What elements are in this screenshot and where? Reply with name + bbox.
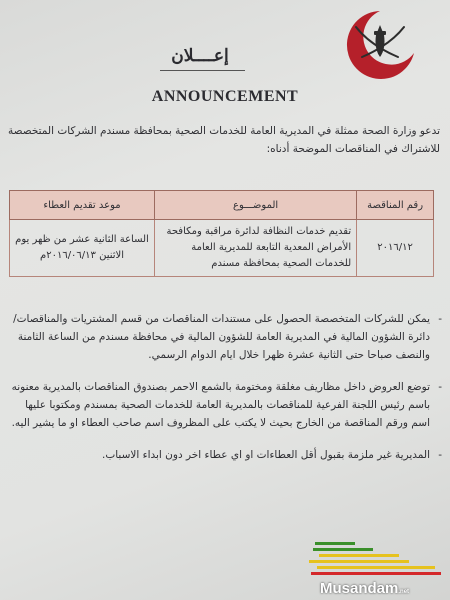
tender-number-cell: ٢٠١٦/١٢ — [357, 220, 434, 277]
announcement-title-english: ANNOUNCEMENT — [151, 88, 299, 105]
header-subject: الموضـــوع — [155, 191, 357, 220]
list-item: - المديرية غير ملزمة بقبول أقل العطاءات او اي عطاء اخر دون ابداء الاسباب. — [8, 446, 444, 464]
tender-deadline-cell: الساعة الثانية عشر من ظهر يوم الاثنين ٢٠١٦/٠٦/١٣م — [10, 220, 155, 277]
watermark-text: Musandam.net — [320, 580, 410, 597]
conditions-list — [8, 310, 444, 478]
intro-paragraph: تدعو وزارة الصحة ممثلة في المديرية العامة للخدمات الصحية بمحافظة مسندم الشركات المتخصصة للاشتراك في المناقصات الموضحة أدناه: — [8, 125, 440, 155]
announcement-title-arabic: إعــــلان — [171, 46, 229, 66]
oman-khanjar-emblem-icon — [340, 5, 420, 85]
tender-subject-cell: تقديم خدمات النظافة لدائرة مراقبة ومكافحة الأمراض المعدية التابعة للمديرية العامة للخدمات الصحية بمحافظة مسندم — [155, 220, 357, 277]
table-row — [10, 220, 434, 277]
list-item: - يمكن للشركات المتخصصة الحصول على مستندات المناقصات من قسم المشتريات والمناقصات/ دائرة الشؤون المالية في المديرية العامة للشؤون المالية في محافظة مسندم من الساعة الثامنة والنصف صباحا حتى الثانية عشرة ظهرا خلال ايام الدوام الرسمي. — [8, 310, 444, 364]
list-item: - توضع العروض داخل مظاريف مغلقة ومختومة بالشمع الاحمر بصندوق المناقصات بالمديرية معنونه باسم رئيس اللجنة الفرعية للمناقصات بالمديرية العامة للخدمات الصحية بمسندم ومكتوبا عليها اسم ورقم المناقصة من الخارج بحيث لا يكتب على المظروف اسم صاحب العطاء او ما يشير اليه. — [8, 378, 444, 432]
tenders-table — [9, 190, 434, 277]
table-header-row — [10, 191, 434, 220]
title-underline — [160, 70, 245, 71]
header-deadline: موعد تقديم العطاء — [10, 191, 155, 220]
header-tender-number: رقم المناقصة — [357, 191, 434, 220]
